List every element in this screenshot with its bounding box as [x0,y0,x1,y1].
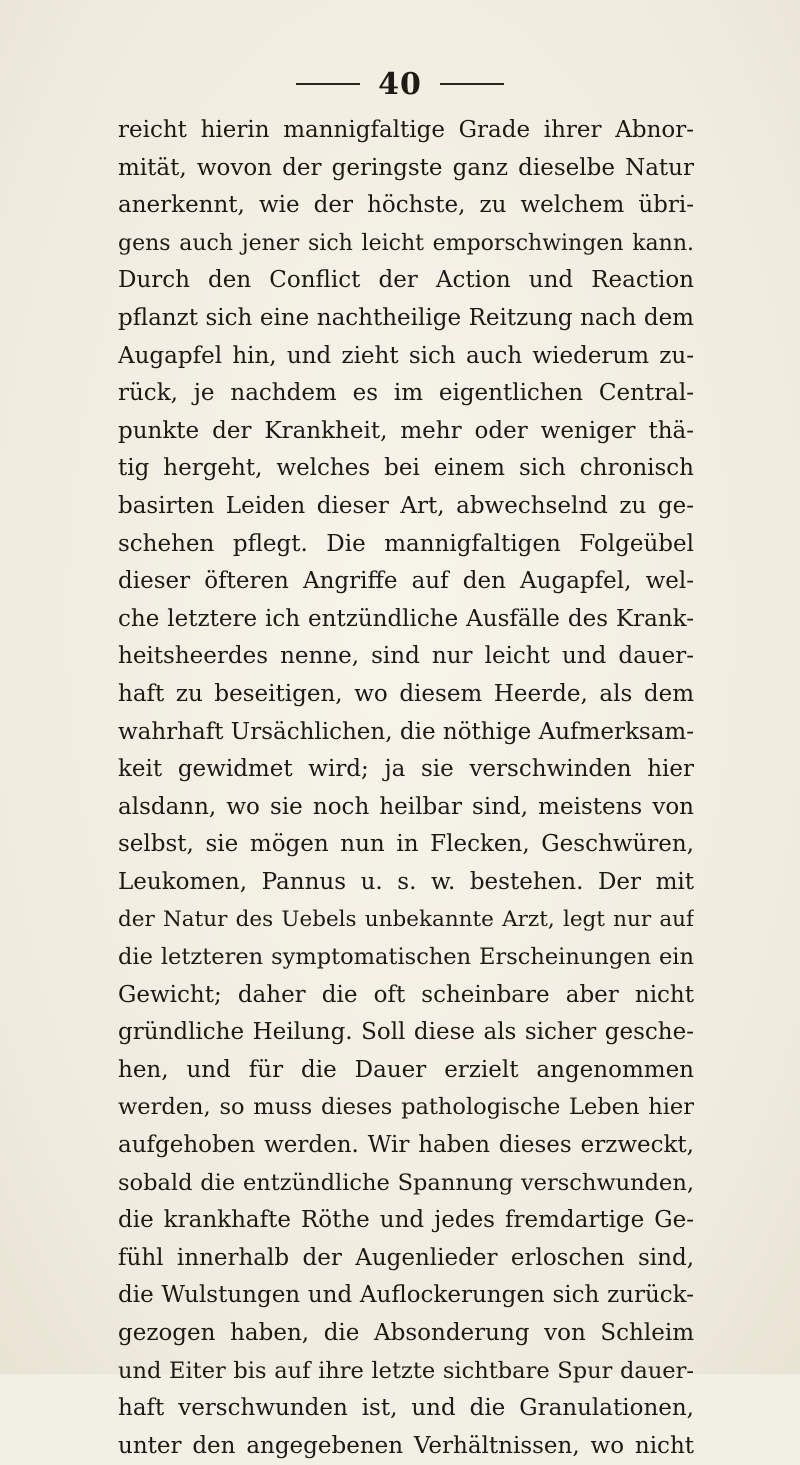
text-line: mität, wovon der geringste ganz dieselbe Natur [118,154,694,181]
text-line: wahrhaft Ursächlichen, die nöthige Aufmerksam- [118,718,694,745]
text-line: gezogen haben, die Absonderung von Schleim [118,1320,694,1346]
text-line: punkte der Krankheit, mehr oder weniger thä- [118,417,694,444]
text-line: basirten Leiden dieser Art, abwechselnd zu ge- [118,492,694,519]
text-line: fühl innerhalb der Augenlieder erloschen sind, [118,1244,694,1271]
text-line: und Eiter bis auf ihre letzte sichtbare Spur dauer- [118,1357,694,1384]
text-line: die krankhafte Röthe und jedes fremdartige Ge- [118,1207,694,1234]
text-line: hen, und für die Dauer erzielt angenommen [118,1056,694,1083]
text-line: haft zu beseitigen, wo diesem Heerde, als dem [118,680,694,707]
text-line: der Natur des Uebels unbekannte Arzt, legt nur auf [118,907,694,933]
text-line: alsdann, wo sie noch heilbar sind, meistens von [118,793,694,820]
text-line: anerkennt, wie der höchste, zu welchem übri- [118,192,694,219]
text-line: Gewicht; daher die oft scheinbare aber nicht [118,981,694,1008]
text-line: keit gewidmet wird; ja sie verschwinden hier [118,756,694,783]
text-line: die letzteren symptomatischen Erscheinungen ein [118,944,694,971]
text-line: tig hergeht, welches bei einem sich chronisch [118,455,694,482]
header-rule-right [440,83,504,85]
page-number: 40 [378,66,422,102]
text-line: werden, so muss dieses pathologische Leben hier [118,1094,694,1121]
text-line: die Wulstungen und Auflockerungen sich zurück- [118,1282,694,1309]
text-line: schehen pflegt. Die mannigfaltigen Folgeübel [118,530,694,557]
text-line: selbst, sie mögen nun in Flecken, Geschwüren, [118,831,694,858]
page-header [0,64,800,104]
text-line: pflanzt sich eine nachtheilige Reitzung nach dem [118,304,694,331]
text-line: gens auch jener sich leicht emporschwingen kann. [118,230,694,256]
text-line: heitsheerdes nenne, sind nur leicht und dauer- [118,643,694,670]
text-line: Durch den Conflict der Action und Reaction [118,267,694,294]
text-line: rück, je nachdem es im eigentlichen Central- [118,380,694,407]
text-line: reicht hierin mannigfaltige Grade ihrer Abnor- [118,117,694,143]
body-text [118,112,694,1465]
text-line: che letztere ich entzündliche Ausfälle des Krank- [118,605,694,632]
text-line: Leukomen, Pannus u. s. w. bestehen. Der mit [118,868,694,895]
header-rule-left [296,83,360,85]
text-line: haft verschwunden ist, und die Granulationen, [118,1395,694,1422]
text-line: dieser öfteren Angriffe auf den Augapfel, wel- [118,568,694,595]
text-line: unter den angegebenen Verhältnissen, wo nicht [118,1432,694,1459]
text-line: gründliche Heilung. Soll diese als sicher gesche- [118,1019,694,1046]
text-line: Augapfel hin, und zieht sich auch wiederum zu- [118,342,694,369]
text-line: sobald die entzündliche Spannung verschwunden, [118,1169,694,1196]
text-line: aufgehoben werden. Wir haben dieses erzweckt, [118,1132,694,1159]
